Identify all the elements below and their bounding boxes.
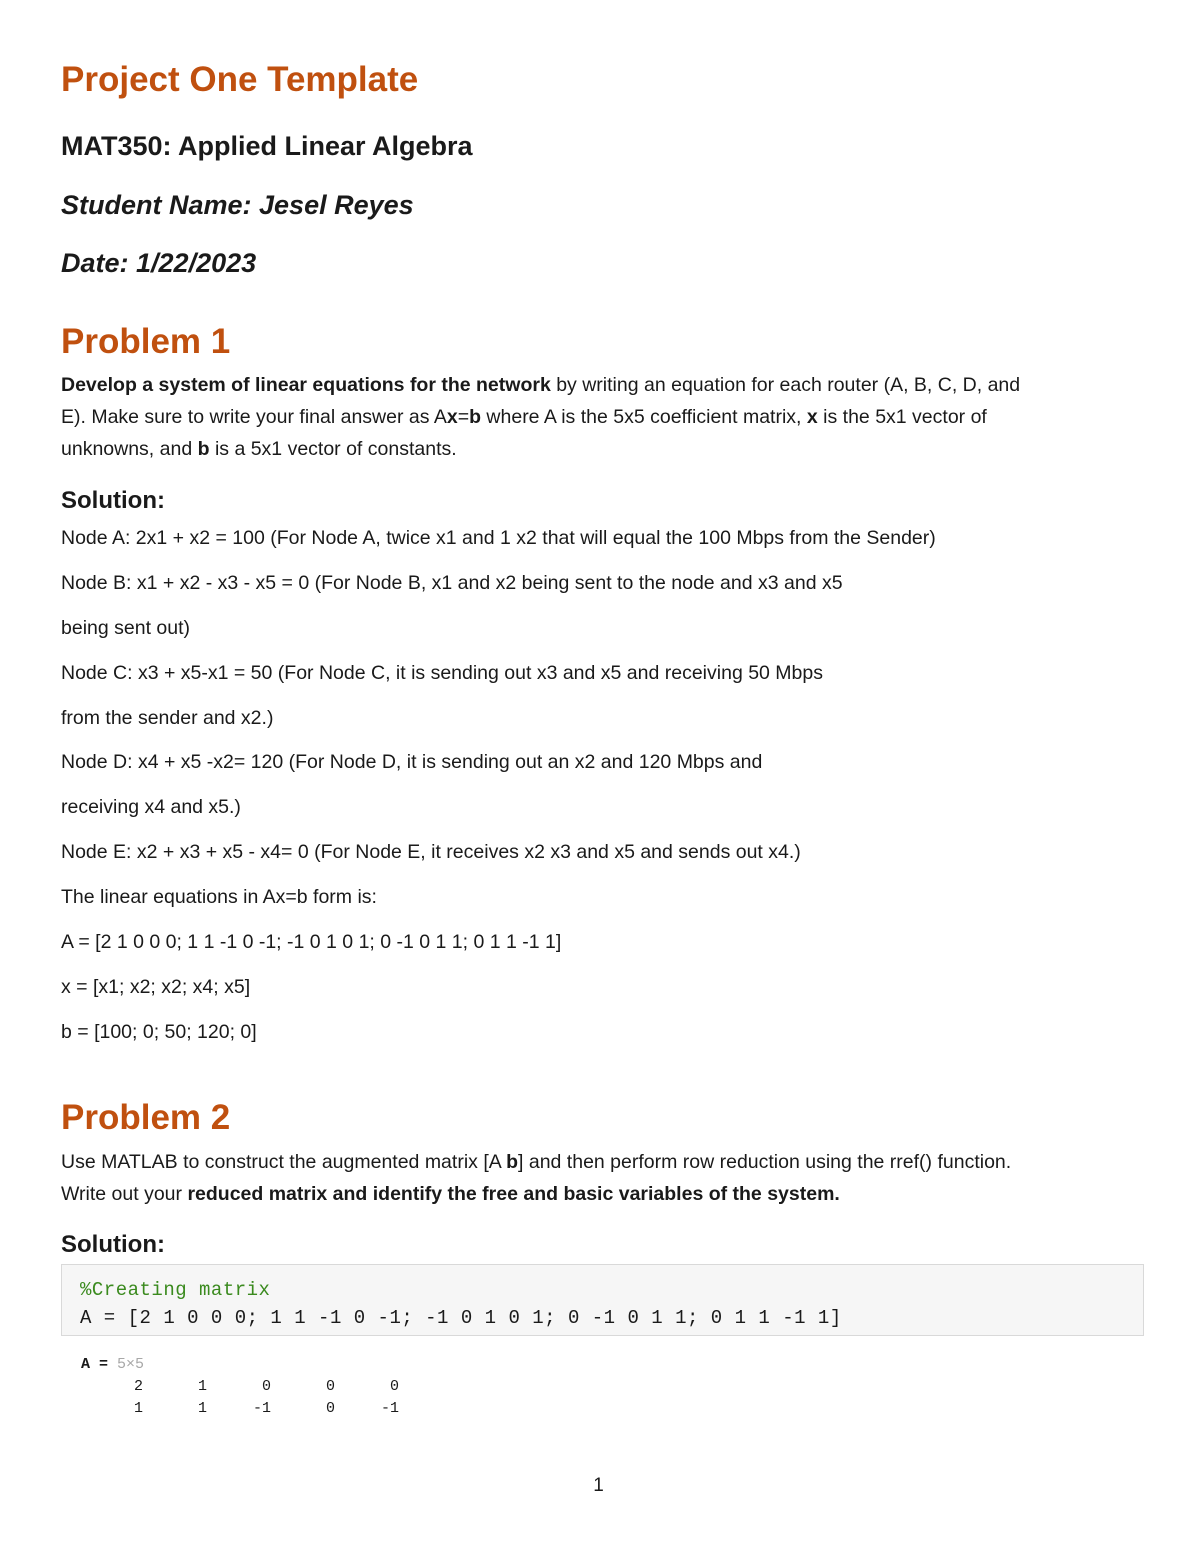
prompt-text: E). Make sure to write your final answer as A bbox=[61, 406, 447, 428]
prompt-line bbox=[61, 369, 1131, 401]
prompt-text: ] and then perform row reduction using the rref() function. bbox=[518, 1151, 1012, 1173]
solution-line: Node B: x1 + x2 - x3 - x5 = 0 (For Node B, x1 and x2 being sent to the node and x3 and x5 bbox=[61, 572, 843, 594]
output-var: A = bbox=[81, 1356, 118, 1373]
solution-line: Node A: 2x1 + x2 = 100 (For Node A, twice x1 and 1 x2 that will equal the 100 Mbps from the Sender) bbox=[61, 527, 936, 549]
matrix-cell: 0 bbox=[325, 1400, 335, 1417]
student-name: Student Name: Jesel Reyes bbox=[61, 190, 414, 220]
page-number: 1 bbox=[593, 1475, 604, 1496]
solution-line: Node E: x2 + x3 + x5 - x4= 0 (For Node E, it receives x2 x3 and x5 and sends out x4.) bbox=[61, 841, 801, 863]
solution-line: from the sender and x2.) bbox=[61, 707, 274, 729]
prompt-text: Use MATLAB to construct the augmented matrix [A bbox=[61, 1151, 507, 1173]
solution-line: x = [x1; x2; x2; x4; x5] bbox=[61, 976, 251, 998]
matrix-cell: 1 bbox=[197, 1400, 207, 1417]
prompt-text: where A is the 5x5 coefficient matrix, bbox=[481, 406, 807, 428]
prompt-bold: b bbox=[197, 438, 210, 460]
problem-2-heading: Problem 2 bbox=[61, 1098, 231, 1137]
prompt-line bbox=[61, 433, 1131, 465]
course-title: MAT350: Applied Linear Algebra bbox=[61, 131, 473, 161]
solution-label: Solution: bbox=[61, 487, 165, 514]
prompt-line bbox=[61, 1178, 1131, 1210]
prompt-text: Write out your bbox=[61, 1183, 188, 1205]
page-title: Project One Template bbox=[61, 60, 419, 99]
matrix-cell: -1 bbox=[380, 1400, 399, 1417]
problem-1-prompt bbox=[61, 369, 1131, 465]
code-block[interactable] bbox=[61, 1264, 1144, 1336]
date-line: Date: 1/22/2023 bbox=[61, 248, 257, 278]
solution-line: receiving x4 and x5.) bbox=[61, 796, 241, 818]
prompt-bold: x bbox=[806, 406, 818, 428]
prompt-bold: b bbox=[469, 406, 481, 428]
prompt-text: = bbox=[457, 406, 470, 428]
prompt-text: unknowns, and bbox=[61, 438, 198, 460]
prompt-bold: reduced matrix and identify the free and basic variables of the system. bbox=[187, 1183, 840, 1205]
problem-2-prompt bbox=[61, 1146, 1131, 1210]
solution-line: The linear equations in Ax=b form is: bbox=[61, 886, 377, 908]
matrix-cell: 0 bbox=[261, 1378, 271, 1395]
output-label bbox=[81, 1356, 144, 1373]
solution-line: Node D: x4 + x5 -x2= 120 (For Node D, it is sending out an x2 and 120 Mbps and bbox=[61, 751, 763, 773]
solution-line: A = [2 1 0 0 0; 1 1 -1 0 -1; -1 0 1 0 1; 0 -1 0 1 1; 0 1 1 -1 1] bbox=[61, 931, 562, 953]
matrix-cell: 0 bbox=[325, 1378, 335, 1395]
output-dimensions: 5×5 bbox=[117, 1356, 145, 1373]
prompt-text: is the 5x1 vector of bbox=[817, 406, 987, 428]
prompt-bold: Develop a system of linear equations for the network bbox=[61, 374, 551, 396]
solution-line: Node C: x3 + x5-x1 = 50 (For Node C, it is sending out x3 and x5 and receiving 50 Mbps bbox=[61, 662, 823, 684]
prompt-text: is a 5x1 vector of constants. bbox=[209, 438, 457, 460]
solution-line: b = [100; 0; 50; 120; 0] bbox=[61, 1021, 257, 1043]
prompt-line bbox=[61, 401, 1131, 433]
code-comment: %Creating matrix bbox=[80, 1279, 271, 1301]
matrix-cell: -1 bbox=[252, 1400, 271, 1417]
solution-label: Solution: bbox=[61, 1231, 165, 1258]
prompt-line bbox=[61, 1146, 1131, 1178]
prompt-bold: x bbox=[446, 406, 458, 428]
matrix-cell: 2 bbox=[133, 1378, 143, 1395]
prompt-text: by writing an equation for each router (A, B, C, D, and bbox=[550, 374, 1021, 396]
matrix-cell: 1 bbox=[133, 1400, 143, 1417]
code-line: A = [2 1 0 0 0; 1 1 -1 0 -1; -1 0 1 0 1; 0 -1 0 1 1; 0 1 1 -1 1] bbox=[80, 1307, 842, 1329]
prompt-bold: b bbox=[506, 1151, 519, 1173]
matrix-cell: 1 bbox=[197, 1378, 207, 1395]
matrix-cell: 0 bbox=[389, 1378, 399, 1395]
solution-line: being sent out) bbox=[61, 617, 191, 639]
problem-1-heading: Problem 1 bbox=[61, 322, 231, 361]
